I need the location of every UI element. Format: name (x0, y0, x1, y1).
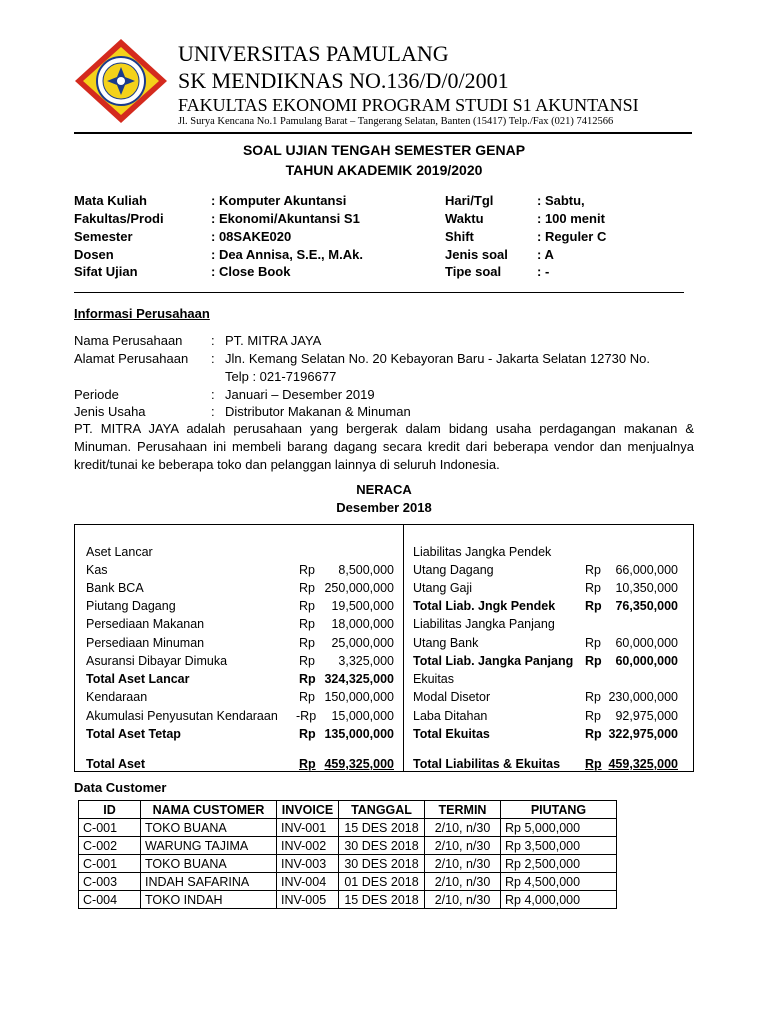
company-label: Nama Perusahaan (74, 333, 183, 348)
asset-label: Total Aset Lancar (86, 672, 190, 686)
info-divider (74, 292, 684, 293)
info-value: : Komputer Akuntansi (211, 193, 347, 208)
liability-label: Utang Gaji (413, 581, 473, 595)
liability-currency: Rp (585, 581, 601, 595)
table-row (79, 891, 617, 909)
faculty-name: FAKULTAS EKONOMI PROGRAM STUDI S1 AKUNTANSI (178, 95, 639, 115)
university-name: UNIVERSITAS PAMULANG (178, 41, 449, 66)
asset-currency: Rp (299, 690, 315, 704)
info-value: : Sabtu, (537, 193, 585, 208)
asset-currency: Rp (299, 636, 315, 650)
cell-term: 2/10, n/30 (425, 855, 501, 873)
column-header: ID (79, 801, 141, 819)
asset-amount: 250,000,000 (324, 581, 394, 595)
cell-receivable: Rp 2,500,000 (501, 855, 617, 873)
liability-amount: 60,000,000 (615, 654, 678, 668)
cell-term: 2/10, n/30 (425, 819, 501, 837)
asset-amount: 19,500,000 (331, 599, 394, 613)
asset-amount: 135,000,000 (324, 727, 394, 741)
info-value: : 08SAKE020 (211, 229, 292, 244)
liability-amount: 76,350,000 (615, 599, 678, 613)
asset-label: Persediaan Makanan (86, 617, 205, 631)
info-label: Tipe soal (445, 264, 502, 279)
cell-id: C-001 (79, 819, 141, 837)
cell-term: 2/10, n/30 (425, 891, 501, 909)
company-value: Distributor Makanan & Minuman (225, 404, 411, 419)
liability-currency: Rp (585, 636, 601, 650)
company-value: Januari – Desember 2019 (225, 387, 375, 402)
liability-amount: 230,000,000 (608, 690, 678, 704)
asset-label: Bank BCA (86, 581, 144, 595)
neraca-title: NERACA (356, 482, 412, 497)
info-label: Hari/Tgl (445, 193, 494, 208)
asset-currency: Rp (299, 599, 315, 613)
info-value: : Ekonomi/Akuntansi S1 (211, 211, 360, 226)
cell-date: 30 DES 2018 (339, 837, 425, 855)
liability-currency: Rp (585, 599, 602, 613)
info-label: Waktu (445, 211, 484, 226)
table-row (79, 873, 617, 891)
liability-amount: 92,975,000 (615, 709, 678, 723)
info-value: : 100 menit (537, 211, 605, 226)
liability-currency: Rp (585, 709, 601, 723)
total-liabilities-label: Total Liabilitas & Ekuitas (413, 757, 561, 771)
info-value: : - (537, 264, 550, 279)
cell-date: 15 DES 2018 (339, 891, 425, 909)
cell-date: 15 DES 2018 (339, 819, 425, 837)
info-label: Jenis soal (445, 247, 508, 262)
cell-id: C-004 (79, 891, 141, 909)
info-label: Mata Kuliah (74, 193, 147, 208)
liability-amount: 322,975,000 (608, 727, 678, 741)
liability-currency: Rp (585, 563, 601, 577)
assets-header: Aset Lancar (86, 545, 153, 559)
column-header: TERMIN (425, 801, 501, 819)
asset-amount: 324,325,000 (324, 672, 394, 686)
info-value: : Reguler C (537, 229, 607, 244)
liability-label: Total Liab. Jangka Panjang (413, 654, 574, 668)
cell-name: WARUNG TAJIMA (141, 837, 277, 855)
company-value: Telp : 021-7196677 (225, 369, 337, 384)
liability-amount: 10,350,000 (615, 581, 678, 595)
total-liabilities-amount: 459,325,000 (608, 757, 678, 771)
asset-currency: Rp (299, 727, 316, 741)
balance-sheet-divider (403, 524, 404, 772)
university-address: Jl. Surya Kencana No.1 Pamulang Barat – Tangerang Selatan, Banten (15417) Telp./Fax (021) 7412566 (178, 116, 614, 127)
asset-label: Asuransi Dibayar Dimuka (86, 654, 228, 668)
sk-number: SK MENDIKNAS NO.136/D/0/2001 (178, 68, 509, 93)
customer-section-title: Data Customer (74, 780, 167, 795)
total-liabilities-currency: Rp (585, 757, 602, 771)
info-label: Dosen (74, 247, 114, 262)
cell-date: 01 DES 2018 (339, 873, 425, 891)
cell-term: 2/10, n/30 (425, 837, 501, 855)
company-value: PT. MITRA JAYA (225, 333, 322, 348)
cell-invoice: INV-003 (277, 855, 339, 873)
cell-invoice: INV-004 (277, 873, 339, 891)
liability-currency: Rp (585, 654, 602, 668)
liability-label: Liabilitas Jangka Panjang (413, 617, 555, 631)
exam-year: TAHUN AKADEMIK 2019/2020 (285, 162, 483, 178)
table-row (79, 855, 617, 873)
liability-label: Total Ekuitas (413, 727, 490, 741)
info-label: Semester (74, 229, 133, 244)
cell-invoice: INV-005 (277, 891, 339, 909)
column-header: TANGGAL (339, 801, 425, 819)
cell-date: 30 DES 2018 (339, 855, 425, 873)
total-assets-label: Total Aset (86, 757, 146, 771)
asset-currency: -Rp (296, 709, 317, 723)
exam-title: SOAL UJIAN TENGAH SEMESTER GENAP (242, 142, 526, 158)
liability-currency: Rp (585, 727, 602, 741)
asset-currency: Rp (299, 654, 315, 668)
info-value: : A (537, 247, 554, 262)
asset-amount: 18,000,000 (331, 617, 394, 631)
cell-receivable: Rp 4,500,000 (501, 873, 617, 891)
liability-currency: Rp (585, 690, 601, 704)
cell-receivable: Rp 5,000,000 (501, 819, 617, 837)
cell-id: C-003 (79, 873, 141, 891)
cell-name: TOKO BUANA (141, 855, 277, 873)
liability-amount: 60,000,000 (615, 636, 678, 650)
company-value: Jln. Kemang Selatan No. 20 Kebayoran Baru - Jakarta Selatan 12730 No. (225, 351, 650, 366)
liability-label: Ekuitas (413, 672, 454, 686)
neraca-date: Desember 2018 (336, 500, 432, 515)
company-section-title: Informasi Perusahaan (74, 306, 210, 321)
asset-amount: 8,500,000 (338, 563, 394, 577)
company-colon: : (211, 404, 215, 419)
asset-label: Piutang Dagang (86, 599, 176, 613)
company-description: PT. MITRA JAYA adalah perusahaan yang bergerak dalam bidang usaha perdagangan makanan & Minuman. Perusahaan ini membeli barang dagang secara kredit dari beberapa vendor dan menjualnya kredit/tunai ke beberapa toko dan pelanggan lainnya di seluruh Indonesia. (74, 421, 694, 472)
cell-name: TOKO INDAH (141, 891, 277, 909)
info-label: Sifat Ujian (74, 264, 138, 279)
company-label: Jenis Usaha (74, 404, 146, 419)
liability-label: Total Liab. Jngk Pendek (413, 599, 556, 613)
info-value: : Dea Annisa, S.E., M.Ak. (211, 247, 363, 262)
info-label: Fakultas/Prodi (74, 211, 164, 226)
company-label: Periode (74, 387, 119, 402)
table-row (79, 837, 617, 855)
header-divider (74, 132, 692, 134)
asset-label: Persediaan Minuman (86, 636, 205, 650)
asset-amount: 15,000,000 (331, 709, 394, 723)
asset-label: Kas (86, 563, 108, 577)
column-header: PIUTANG (501, 801, 617, 819)
company-label: Alamat Perusahaan (74, 351, 189, 366)
liability-label: Modal Disetor (413, 690, 491, 704)
total-assets-amount: 459,325,000 (324, 757, 394, 771)
customer-table (78, 800, 617, 909)
company-colon: : (211, 351, 215, 366)
cell-invoice: INV-001 (277, 819, 339, 837)
column-header: NAMA CUSTOMER (141, 801, 277, 819)
liability-label: Laba Ditahan (413, 709, 488, 723)
column-header: INVOICE (277, 801, 339, 819)
cell-id: C-001 (79, 855, 141, 873)
cell-invoice: INV-002 (277, 837, 339, 855)
liability-label: Utang Bank (413, 636, 479, 650)
asset-amount: 25,000,000 (331, 636, 394, 650)
asset-currency: Rp (299, 672, 316, 686)
liability-amount: 66,000,000 (615, 563, 678, 577)
table-header-row (79, 801, 617, 819)
asset-amount: 3,325,000 (338, 654, 394, 668)
asset-label: Kendaraan (86, 690, 148, 704)
cell-name: TOKO BUANA (141, 819, 277, 837)
asset-currency: Rp (299, 563, 315, 577)
table-row (79, 819, 617, 837)
cell-receivable: Rp 3,500,000 (501, 837, 617, 855)
cell-receivable: Rp 4,000,000 (501, 891, 617, 909)
asset-currency: Rp (299, 617, 315, 631)
cell-id: C-002 (79, 837, 141, 855)
liability-label: Liabilitas Jangka Pendek (413, 545, 552, 559)
liability-label: Utang Dagang (413, 563, 494, 577)
asset-label: Akumulasi Penyusutan Kendaraan (86, 709, 278, 723)
university-seal-icon (74, 38, 168, 124)
cell-name: INDAH SAFARINA (141, 873, 277, 891)
company-colon: : (211, 333, 215, 348)
cell-term: 2/10, n/30 (425, 873, 501, 891)
info-label: Shift (445, 229, 474, 244)
asset-currency: Rp (299, 581, 315, 595)
total-assets-currency: Rp (299, 757, 316, 771)
asset-label: Total Aset Tetap (86, 727, 181, 741)
asset-amount: 150,000,000 (324, 690, 394, 704)
info-value: : Close Book (211, 264, 291, 279)
company-colon: : (211, 387, 215, 402)
